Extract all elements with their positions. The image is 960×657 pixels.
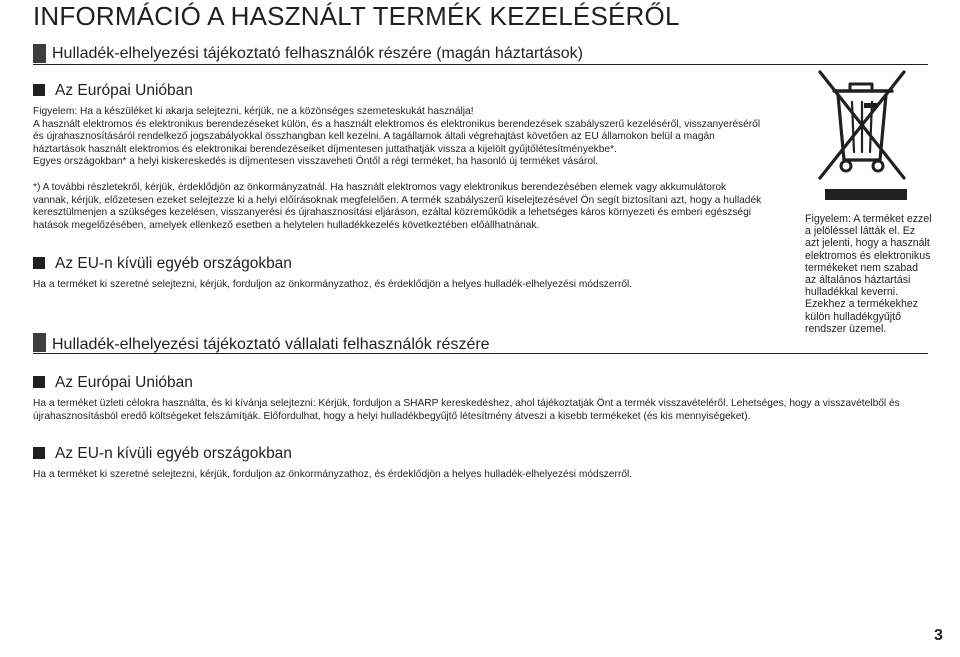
section-title: Hulladék-elhelyezési tájékoztató vállalati felhasználók részére [52, 336, 490, 353]
subheading-text: Az Európai Unióban [55, 82, 193, 99]
text-line: Figyelem: A terméket ezzel [805, 213, 932, 225]
text-line: hulladékkal keverni. [805, 286, 899, 299]
section-rule [33, 64, 928, 65]
subheading-non-eu-business [33, 445, 292, 463]
subheading-text: Az EU-n kívüli egyéb országokban [55, 445, 292, 462]
text-line: a jelöléssel látták el. Ez [805, 225, 916, 238]
subheading-text: Az Európai Unióban [55, 374, 193, 391]
text-line: külön hulladékgyűjtő [805, 310, 902, 323]
text-line: Ha a terméket üzleti célokra használta, és ki kívánja selejtezni: Kérjük, forduljon a SHARP kereskedéshez, ahol tájékoztatják Önt a termék visszavételéről. Lehetséges, hogy a visszavételből és [33, 398, 900, 409]
text-line: keresztülmenjen a szükséges kezelésen, visszanyerési és újrahasznosítási eljáráson, ezáltal közreműködik a lehetséges káros környezeti és emberi egészségi [33, 207, 752, 218]
text-line: vannak, kérjük, előzetesen ezeket selejtezze ki a helyi előírásoknak megfelelően. A termék szabályszerű kiselejtezésével Ön segít biztosítani azt, hogy a hulladék [33, 194, 762, 206]
paragraph-eu-private [33, 106, 760, 169]
text-line: Ha a terméket ki szeretné selejtezni, kérjük, forduljon az önkormányzathoz, és érdeklődjön a helyes hulladék-elhelyezési módszerről. [33, 279, 633, 290]
text-line: Ezekhez a termékekhez [805, 298, 919, 311]
section-header-private [33, 44, 928, 65]
section-marker [33, 44, 46, 63]
paragraph-non-eu-business [33, 469, 632, 482]
page-number: 3 [934, 627, 943, 644]
subheading-text: Az EU-n kívüli egyéb országokban [55, 255, 292, 272]
section-header-business [33, 333, 928, 354]
text-line: Egyes országokban* a helyi kiskereskedés is díjmentesen visszaveheti Öntől a régi terméket, ha hasonló új terméket vásárol. [33, 156, 599, 167]
weee-crossed-bin-icon [808, 68, 914, 200]
text-line: háztartások használt elektromos és elektronikai berendezéseiket díjmentesen juttathatják vissza a kijelölt gyűjtőlétesítményekbe*. [33, 143, 617, 155]
section-title: Hulladék-elhelyezési tájékoztató felhasználók részére (magán háztartások) [52, 45, 583, 62]
text-line: az általános háztartási [805, 274, 911, 287]
text-line: Figyelem: Ha a készüléket ki akarja selejtezni, kérjük, ne a közönséges szemeteskukát használja! [33, 106, 474, 117]
subheading-eu [33, 82, 193, 100]
text-line: A használt elektromos és elektronikus berendezéseket külön, és a használt elektromos és elektronikus berendezések szabályszerű kezeléséről, visszanyeréséről [33, 118, 761, 130]
page-title: INFORMÁCIÓ A HASZNÁLT TERMÉK KEZELÉSÉRŐL [33, 1, 680, 31]
paragraph-footnote [33, 182, 761, 232]
text-line: azt jelenti, hogy a használt [805, 237, 930, 250]
text-line: elektromos és elektronikus [805, 249, 931, 262]
subheading-eu-business [33, 374, 193, 392]
bullet-square-icon [33, 257, 45, 269]
text-line: és újrahasznosításáról rendelkező jogszabályokkal összhangban kell kezelni. A tagállamok általi végrehajtást követően az EU államokon belül a magán [33, 131, 715, 142]
weee-note [805, 213, 940, 335]
subheading-non-eu [33, 255, 292, 273]
bullet-square-icon [33, 376, 45, 388]
text-line: Ha a terméket ki szeretné selejtezni, kérjük, forduljon az önkormányzathoz, és érdeklődjön a helyes hulladék-elhelyezési módszerről. [33, 469, 633, 480]
text-line: újrahasznosításból eredő költségeket felszámítják. Előfordulhat, hogy a helyi hulladékbegyűjtő létesítmény átveszi a kisebb termékeket (és kis mennyiségeket). [33, 410, 751, 422]
text-line: *) A további részletekről, kérjük, érdeklődjön az önkormányzatnál. Ha használt elektromos vagy elektronikus berendezésében elemek vagy akkumulátorok [33, 182, 727, 193]
section-rule [33, 353, 928, 354]
paragraph-non-eu-private [33, 279, 632, 292]
bullet-square-icon [33, 84, 45, 96]
text-line: termékeket nem szabad [805, 261, 919, 274]
text-line: rendszer üzemel. [805, 322, 887, 335]
section-marker [33, 333, 46, 352]
paragraph-eu-business [33, 398, 900, 423]
bullet-square-icon [33, 447, 45, 459]
text-line: hatások megelőzésében, amelyek ellenkező esetben a helytelen hulladékkezelés következtében előállhatnának. [33, 219, 540, 231]
